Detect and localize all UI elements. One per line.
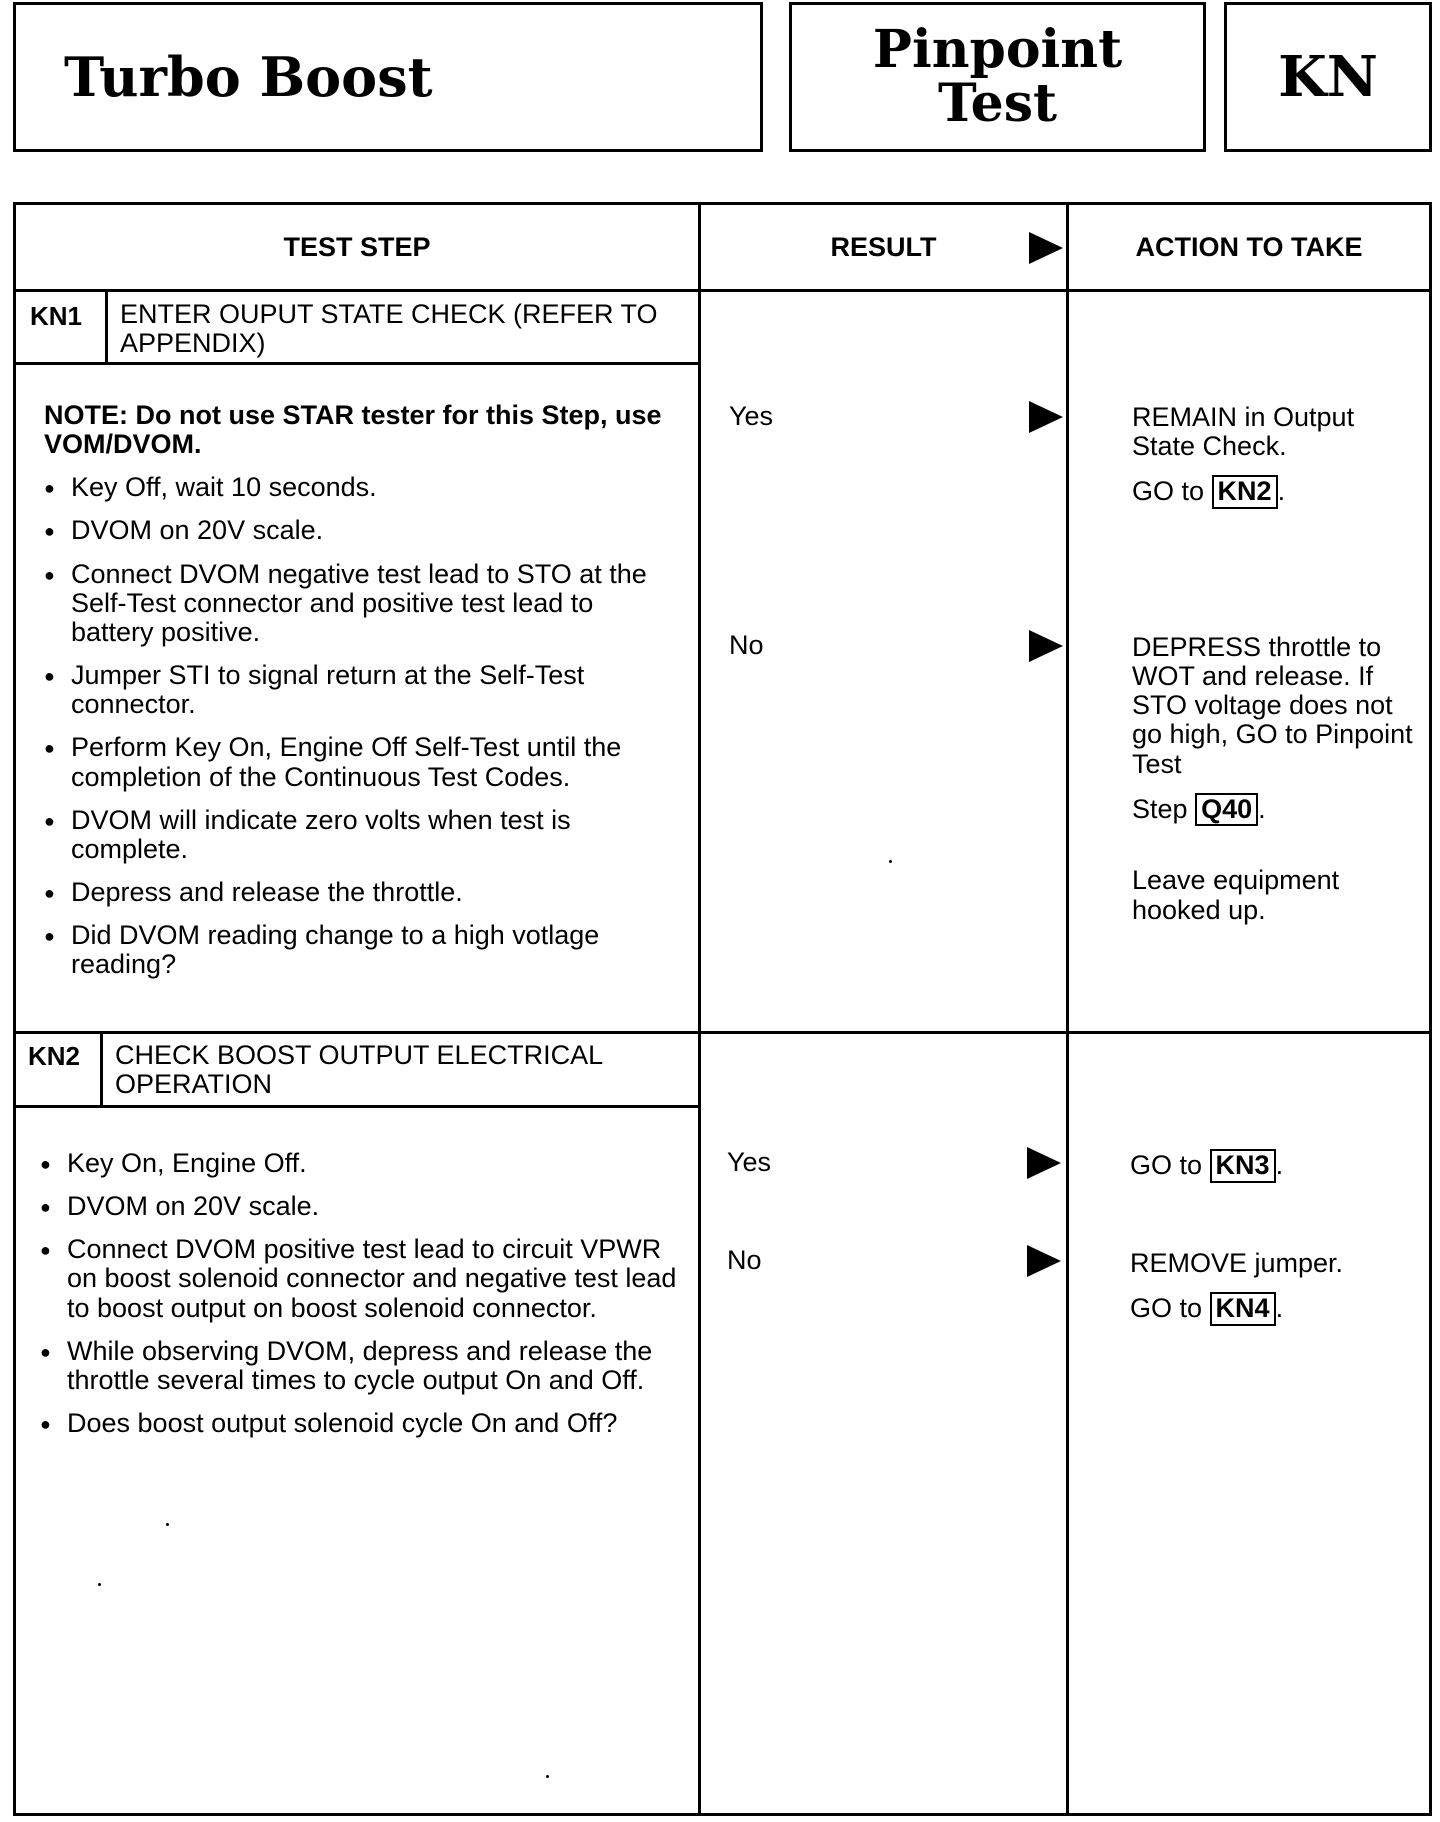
column-header-action: ACTION TO TAKE [1135,231,1363,262]
list-item: ● Key Off, wait 10 seconds. [44,473,674,502]
action-no-kn2 [1130,1249,1415,1340]
scan-speck [98,1583,101,1586]
step-line [1132,793,1422,827]
list-item: ● DVOM on 20V scale. [40,1192,680,1221]
goto-suffix: . [1275,1150,1284,1180]
goto-line [1130,1292,1415,1326]
action-yes-kn1 [1132,403,1417,523]
goto-suffix: . [1277,476,1286,507]
list-item: ● Connect DVOM positive test lead to circuit VPWR on boost solenoid connector and negative test lead to boost output on boost solenoid connector. [40,1235,680,1322]
step-title-kn2: CHECK BOOST OUTPUT ELECTRICAL OPERATION [115,1040,603,1100]
step-reference-kn3[interactable]: KN3 [1210,1149,1276,1183]
bullet-list-kn2 [40,1149,680,1438]
test-code-box [1224,2,1432,152]
list-item: ● Does boost output solenoid cycle On and Off? [40,1409,680,1438]
action-text: REMAIN in Output State Check. [1132,402,1355,462]
goto-suffix: . [1275,1293,1284,1324]
note-text: NOTE: Do not use STAR tester for this Step, use VOM/DVOM. [44,400,662,460]
action-text: DEPRESS throttle to WOT and release. If STO voltage does not go high, GO to Pinpoint Test [1132,632,1413,779]
column-header-test-step: TEST STEP [283,231,431,262]
column-divider [698,205,701,1813]
page-title: Turbo Boost [64,45,433,109]
goto-line [1132,475,1417,509]
action-text: REMOVE jumper. [1130,1248,1344,1278]
pinpoint-label-line2: Test [937,73,1058,134]
goto-prefix: GO to [1132,476,1205,507]
list-item: ● While observing DVOM, depress and release the throttle several times to cycle output On and Off. [40,1337,680,1395]
step-header-divider [16,1105,698,1108]
step-header-divider [16,362,698,365]
test-code: KN [1278,44,1378,110]
goto-line [1130,1149,1415,1183]
list-item: ● DVOM on 20V scale. [44,516,674,545]
action-no-kn1 [1132,633,1422,939]
result-no-kn2: No [727,1245,762,1275]
scan-speck [166,1523,169,1526]
pinpoint-test-box [789,2,1206,152]
result-arrow-icon [1029,401,1063,433]
scan-speck [546,1775,549,1778]
step-reference-q40[interactable]: Q40 [1195,793,1258,827]
action-yes-kn2 [1130,1149,1415,1197]
pinpoint-label-line1: Pinpoint [872,19,1123,81]
goto-prefix: GO to [1130,1150,1203,1180]
test-table [13,202,1432,1816]
step-prefix: Step [1132,793,1188,824]
header-divider [16,289,1429,292]
result-yes-kn2: Yes [727,1147,772,1177]
scan-speck [889,860,892,863]
goto-prefix: GO to [1130,1293,1203,1324]
result-arrow-icon [1029,232,1063,264]
step-reference-kn2[interactable]: KN2 [1212,475,1278,509]
title-box [13,2,763,152]
result-arrow-icon [1027,1147,1061,1179]
list-item: ● DVOM will indicate zero volts when test is complete. [44,806,674,864]
step-title-kn1: ENTER OUPUT STATE CHECK (REFER TO APPENDIX) [120,299,658,359]
result-arrow-icon [1027,1245,1061,1277]
list-item: ● Did DVOM reading change to a high votlage reading? [44,921,674,979]
result-no-kn1: No [729,630,764,660]
step-id-kn2: KN2 [28,1041,81,1071]
step-id-divider [100,1034,103,1106]
step-reference-kn4[interactable]: KN4 [1210,1292,1276,1326]
action-note: Leave equipment hooked up. [1132,865,1340,925]
step-body-kn2 [40,1135,680,1438]
list-item: ● Jumper STI to signal return at the Self-Test connector. [44,661,674,719]
list-item: ● Key On, Engine Off. [40,1149,680,1178]
row-divider [16,1031,1429,1034]
list-item: ● Perform Key On, Engine Off Self-Test until the completion of the Continuous Test Codes. [44,733,674,791]
result-arrow-icon [1029,630,1063,662]
column-divider [1066,205,1069,1813]
step-suffix: . [1258,793,1266,824]
step-body-kn1 [44,401,674,980]
result-yes-kn1: Yes [729,401,774,431]
list-item: ● Connect DVOM negative test lead to STO at the Self-Test connector and positive test lead to battery positive. [44,560,674,647]
step-id-kn1: KN1 [30,301,83,331]
list-item: ● Depress and release the throttle. [44,878,674,907]
bullet-list-kn1 [44,473,674,979]
step-id-divider [105,292,108,364]
column-header-result: RESULT [830,231,937,262]
